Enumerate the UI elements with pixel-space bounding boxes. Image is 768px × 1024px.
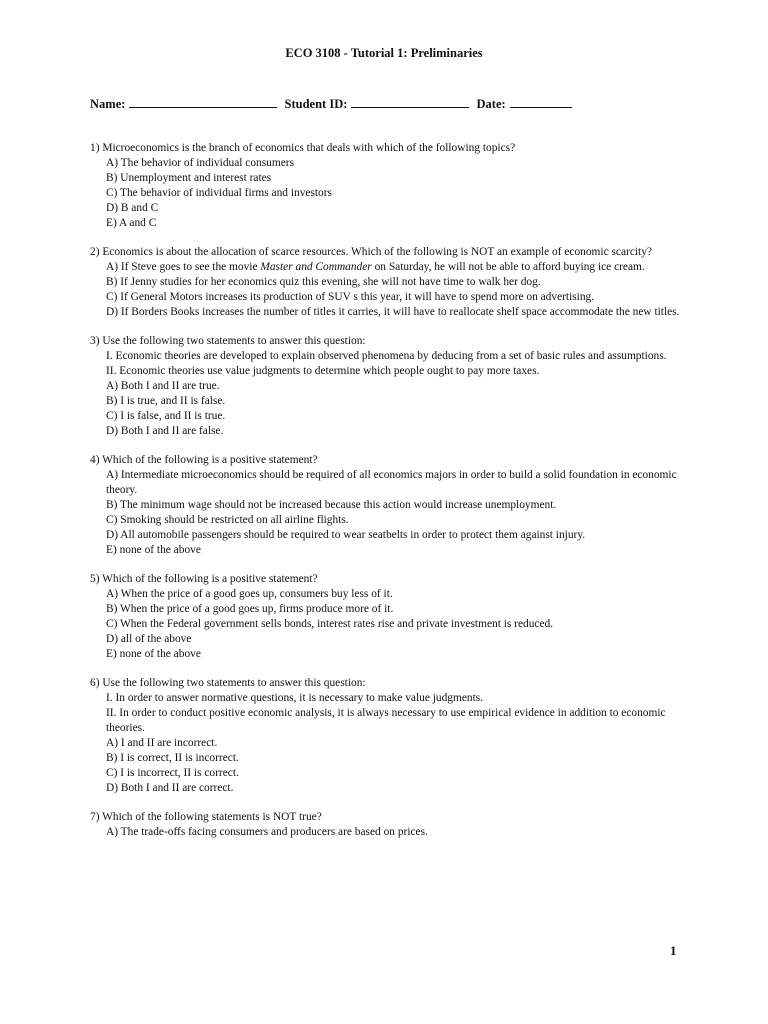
option-b: B) I is correct, II is incorrect. (106, 752, 239, 764)
name-blank[interactable] (129, 96, 277, 108)
question-5 (90, 572, 690, 662)
statement-1: I. In order to answer normative questions, it is necessary to make value judgments. (106, 692, 484, 704)
question-stem: 6) Use the following two statements to answer this question: (90, 677, 366, 689)
option-a-rest: on Saturday, he will not be able to afford buying ice cream. (374, 261, 645, 273)
option-d: D) Both I and II are false. (106, 425, 224, 437)
option-c: C) Smoking should be restricted on all airline flights. (106, 514, 349, 526)
option-d: D) If Borders Books increases the number of titles it carries, it will have to reallocate shelf space accommodate the new titles. (106, 306, 680, 318)
option-e: E) none of the above (106, 648, 201, 660)
option-e: E) A and C (106, 217, 157, 229)
question-4 (90, 453, 690, 558)
date-blank[interactable] (510, 96, 572, 108)
student-info-line (90, 96, 576, 112)
question-list (90, 141, 690, 854)
option-b: B) The minimum wage should not be increased because this action would increase unemployment. (106, 499, 557, 511)
option-d: D) All automobile passengers should be required to wear seatbelts in order to protect them against injury. (106, 529, 586, 541)
option-a: A) When the price of a good goes up, consumers buy less of it. (106, 588, 393, 600)
question-stem: 2) Economics is about the allocation of scarce resources. Which of the following is NOT an example of economic scarcity? (90, 246, 652, 258)
option-b: B) If Jenny studies for her economics quiz this evening, she will not have time to walk her dog. (106, 276, 541, 288)
option-c: C) The behavior of individual firms and investors (106, 187, 332, 199)
option-a-text: A) If Steve goes to see the movie (106, 261, 258, 273)
student-id-label: Student ID: (284, 97, 348, 111)
question-stem: 3) Use the following two statements to answer this question: (90, 335, 366, 347)
document-title: ECO 3108 - Tutorial 1: Preliminaries (285, 46, 483, 60)
statement-2: II. Economic theories use value judgments to determine which people ought to pay more taxes. (106, 365, 540, 377)
option-a: A) The trade-offs facing consumers and producers are based on prices. (106, 826, 428, 838)
option-a (90, 260, 690, 275)
question-6 (90, 676, 690, 796)
question-stem: 5) Which of the following is a positive statement? (90, 573, 318, 585)
page-number: 1 (670, 943, 677, 958)
option-d: D) B and C (106, 202, 159, 214)
question-7 (90, 810, 690, 840)
option-c: C) I is incorrect, II is correct. (106, 767, 239, 779)
question-stem: 1) Microeconomics is the branch of economics that deals with which of the following topics? (90, 142, 516, 154)
question-1 (90, 141, 690, 231)
date-label: Date: (476, 97, 506, 111)
movie-title: Master and Commander (260, 261, 372, 273)
option-b: B) Unemployment and interest rates (106, 172, 272, 184)
statement-2: II. In order to conduct positive economic analysis, it is always necessary to use empirical evidence in addition to economic theories. (106, 707, 666, 734)
option-a: A) I and II are incorrect. (106, 737, 218, 749)
option-c: C) I is false, and II is true. (106, 410, 226, 422)
option-a: A) Both I and II are true. (106, 380, 220, 392)
question-3 (90, 334, 690, 439)
question-2 (90, 245, 690, 320)
question-stem: 7) Which of the following statements is NOT true? (90, 811, 322, 823)
option-c: C) If General Motors increases its production of SUV s this year, it will have to spend more on advertising. (106, 291, 595, 303)
option-d: D) all of the above (106, 633, 192, 645)
option-a: A) The behavior of individual consumers (106, 157, 295, 169)
option-b: B) When the price of a good goes up, firms produce more of it. (106, 603, 394, 615)
option-c: C) When the Federal government sells bonds, interest rates rise and private investment is reduced. (106, 618, 554, 630)
statement-1: I. Economic theories are developed to explain observed phenomena by deducing from a set of basic rules and assumptions. (106, 350, 667, 362)
question-stem: 4) Which of the following is a positive statement? (90, 454, 318, 466)
option-e: E) none of the above (106, 544, 201, 556)
option-b: B) I is true, and II is false. (106, 395, 226, 407)
option-a: A) Intermediate microeconomics should be required of all economics majors in order to build a solid foundation in economic theory. (106, 469, 677, 496)
option-d: D) Both I and II are correct. (106, 782, 234, 794)
student-id-blank[interactable] (351, 96, 469, 108)
name-label: Name: (90, 97, 126, 111)
